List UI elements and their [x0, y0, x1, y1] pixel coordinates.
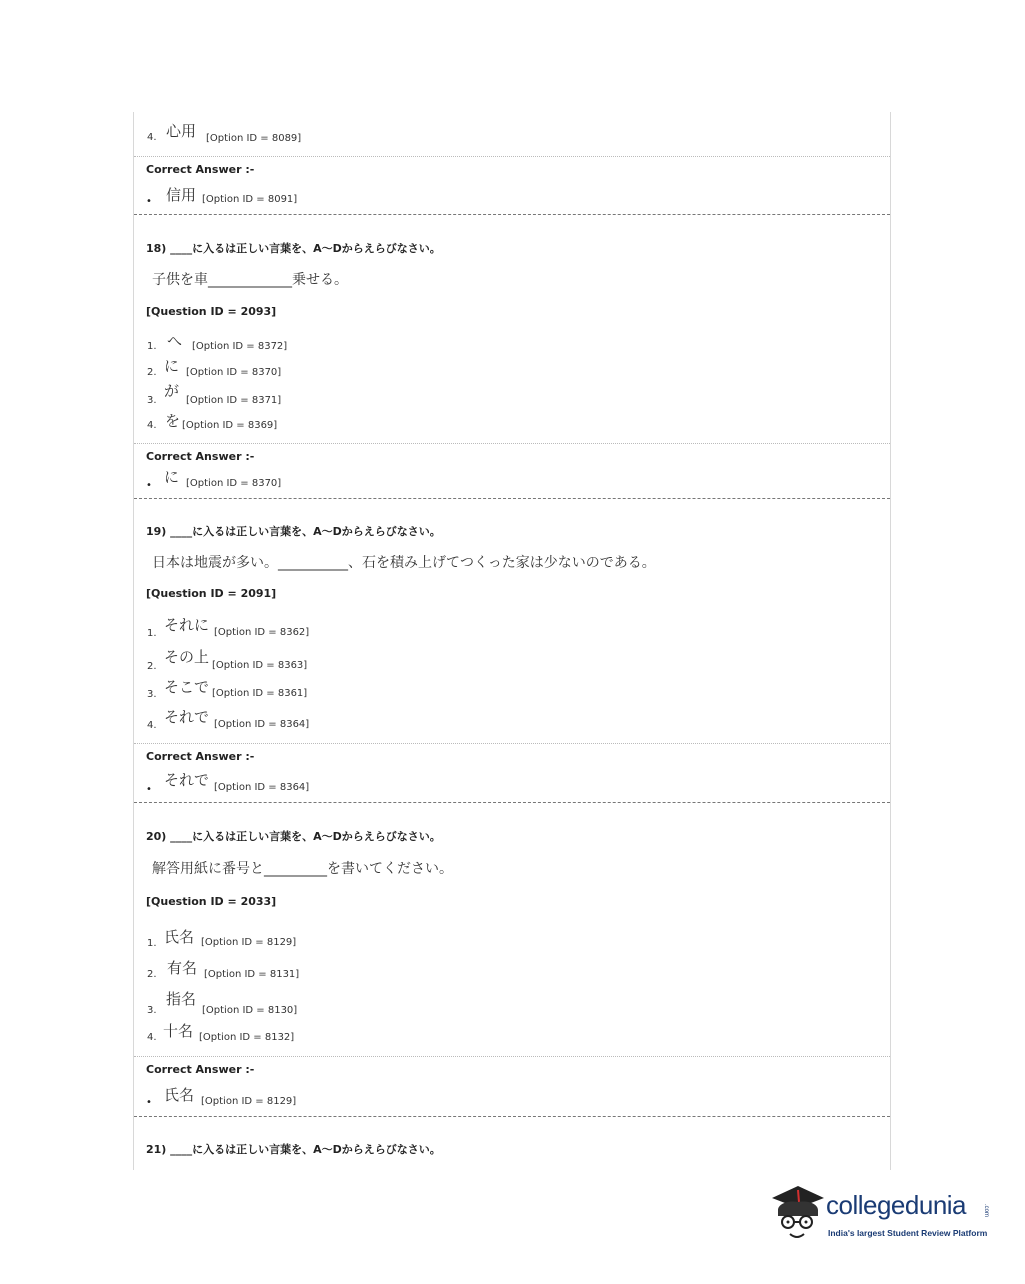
option-id: [Option ID = 8130] [202, 1005, 298, 1016]
option-text[interactable]: 有名 [167, 959, 198, 977]
question-sentence: 日本は地震が多い。__________、石を積み上げてつくった家は少ないのである。 [152, 555, 656, 571]
option-text[interactable]: それで [164, 708, 210, 726]
option-text[interactable]: 十名 [163, 1022, 194, 1040]
option-id: [Option ID = 8372] [192, 341, 288, 352]
section-divider [134, 743, 890, 744]
option-id: [Option ID = 8371] [186, 395, 282, 406]
option-id: [Option ID = 8089] [206, 133, 302, 144]
option-number: 4. [147, 420, 157, 431]
option-id: [Option ID = 8369] [182, 420, 278, 431]
question-divider [134, 1116, 890, 1117]
option-id: [Option ID = 8129] [201, 937, 297, 948]
option-number: 1. [147, 341, 157, 352]
question-header: 19) ____に入るは正しい言葉を、A～Dからえらびなさい。 [146, 525, 441, 538]
option-id: [Option ID = 8361] [212, 688, 308, 699]
option-number: 3. [147, 689, 157, 700]
option-id: [Option ID = 8362] [214, 627, 310, 638]
correct-answer-text: 氏名 [164, 1086, 195, 1104]
option-id: [Option ID = 8370] [186, 367, 282, 378]
bullet: • [146, 1097, 152, 1108]
question-id: [Question ID = 2091] [146, 587, 277, 600]
option-number: 2. [147, 661, 157, 672]
section-divider [134, 1056, 890, 1057]
brand-name: collegedunia [826, 1190, 967, 1220]
correct-answer-label: Correct Answer :- [146, 1063, 255, 1076]
option-number: 4. [147, 1032, 157, 1043]
option-text: 心用 [166, 122, 197, 140]
option-number: 1. [147, 938, 157, 949]
question-header: 18) ____に入るは正しい言葉を、A～Dからえらびなさい。 [146, 242, 441, 255]
correct-answer-text: それで [164, 771, 210, 789]
question-header: 21) ____に入るは正しい言葉を、A～Dからえらびなさい。 [146, 1143, 441, 1156]
question-id: [Question ID = 2033] [146, 895, 277, 908]
question-sentence: 解答用紙に番号と_________を書いてください。 [152, 861, 453, 877]
correct-answer-id: [Option ID = 8370] [186, 478, 282, 489]
option-id: [Option ID = 8131] [204, 969, 300, 980]
option-text[interactable]: そこで [164, 678, 210, 696]
option-text[interactable]: へ [167, 332, 183, 350]
option-id: [Option ID = 8364] [214, 719, 310, 730]
bullet: • [146, 196, 152, 207]
question-id: [Question ID = 2093] [146, 305, 277, 318]
correct-answer-label: Correct Answer :- [146, 750, 255, 763]
option-text[interactable]: 氏名 [164, 928, 195, 946]
brand-domain: .com [983, 1204, 989, 1218]
option-number: 1. [147, 628, 157, 639]
option-number: 4. [147, 132, 157, 143]
correct-answer-id: [Option ID = 8364] [214, 782, 310, 793]
question-divider [134, 802, 890, 803]
correct-answer-id: [Option ID = 8091] [202, 194, 298, 205]
correct-answer-id: [Option ID = 8129] [201, 1096, 297, 1107]
option-text[interactable]: に [164, 357, 180, 375]
section-divider [134, 156, 890, 157]
exam-sheet [133, 112, 891, 1170]
question-divider [134, 214, 890, 215]
option-id: [Option ID = 8132] [199, 1032, 295, 1043]
option-text[interactable]: その上 [164, 648, 210, 666]
option-text[interactable]: が [164, 382, 180, 400]
correct-answer-text: 信用 [166, 186, 197, 204]
correct-answer-text: に [164, 468, 180, 486]
section-divider [134, 443, 890, 444]
question-sentence: 子供を車____________乗せる。 [152, 272, 348, 288]
brand-tagline: India's largest Student Review Platform [828, 1228, 988, 1238]
bullet: • [146, 784, 152, 795]
correct-answer-label: Correct Answer :- [146, 450, 255, 463]
bullet: • [146, 480, 152, 491]
correct-answer-label: Correct Answer :- [146, 163, 255, 176]
option-number: 3. [147, 395, 157, 406]
collegedunia-logo-icon [768, 1180, 828, 1250]
option-text[interactable]: を [165, 412, 181, 430]
option-number: 3. [147, 1005, 157, 1016]
option-text[interactable]: それに [164, 616, 210, 634]
option-number: 2. [147, 969, 157, 980]
option-text[interactable]: 指名 [166, 990, 197, 1008]
option-id: [Option ID = 8363] [212, 660, 308, 671]
option-number: 4. [147, 720, 157, 731]
question-header: 20) ____に入るは正しい言葉を、A～Dからえらびなさい。 [146, 830, 441, 843]
question-divider [134, 498, 890, 499]
option-number: 2. [147, 367, 157, 378]
